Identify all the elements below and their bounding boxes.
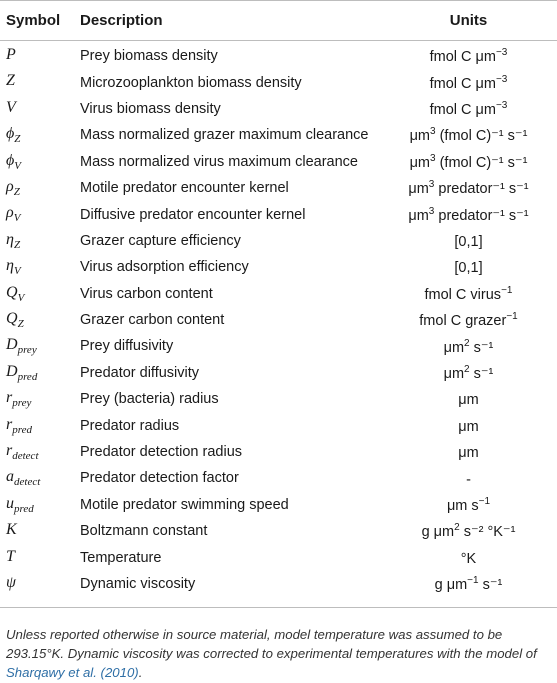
units-cell bbox=[380, 100, 557, 118]
units-text: μm bbox=[458, 418, 479, 435]
header-description: Description bbox=[80, 12, 163, 29]
units-suffix: predator⁻¹ s⁻¹ bbox=[434, 181, 529, 198]
units-cell bbox=[380, 522, 557, 540]
units-text: μm bbox=[443, 365, 465, 382]
symbol-text: r bbox=[6, 389, 13, 407]
symbol-text: u bbox=[6, 494, 14, 512]
units-suffix: s⁻¹ bbox=[478, 576, 503, 593]
table-body bbox=[0, 41, 557, 597]
units-suffix: predator⁻¹ s⁻¹ bbox=[434, 207, 529, 224]
symbol-subscript: prey bbox=[17, 344, 37, 357]
units-superscript: 3 bbox=[430, 126, 436, 138]
units-cell bbox=[380, 470, 557, 488]
description-cell: Dynamic viscosity bbox=[80, 576, 196, 592]
table-row bbox=[0, 254, 557, 280]
units-cell bbox=[380, 258, 557, 276]
units-cell bbox=[380, 126, 557, 144]
units-superscript: −1 bbox=[467, 575, 479, 587]
units-text: μm bbox=[408, 207, 429, 224]
symbol-cell bbox=[0, 336, 80, 356]
units-superscript: −1 bbox=[506, 311, 518, 323]
units-text: [0,1] bbox=[454, 233, 483, 250]
symbol-cell bbox=[0, 389, 80, 409]
units-superscript: −3 bbox=[495, 73, 508, 85]
units-superscript: −3 bbox=[495, 47, 508, 59]
units-suffix: (fmol C)⁻¹ s⁻¹ bbox=[435, 128, 528, 145]
units-superscript: 2 bbox=[464, 337, 470, 349]
symbol-text: ψ bbox=[6, 573, 16, 591]
symbol-text: T bbox=[6, 547, 15, 565]
table-row bbox=[0, 465, 557, 491]
description-cell: Prey biomass density bbox=[80, 48, 218, 65]
table-row bbox=[0, 149, 557, 175]
units-text: [0,1] bbox=[454, 260, 483, 277]
symbol-text: a bbox=[6, 468, 14, 486]
table-row bbox=[0, 492, 557, 518]
symbol-text: η bbox=[6, 257, 14, 275]
symbol-subscript: detect bbox=[14, 476, 41, 489]
description-cell: Motile predator encounter kernel bbox=[80, 180, 289, 197]
table-row bbox=[0, 360, 557, 386]
description-cell: Boltzmann constant bbox=[80, 523, 208, 540]
units-text: μm bbox=[409, 154, 431, 171]
units-superscript: −3 bbox=[495, 100, 508, 112]
description-cell: Virus biomass density bbox=[80, 100, 221, 117]
units-cell bbox=[380, 311, 557, 329]
units-text: fmol C μm bbox=[429, 49, 496, 66]
symbol-cell bbox=[0, 72, 80, 92]
table-row bbox=[0, 96, 557, 122]
symbol-cell bbox=[0, 284, 80, 304]
symbol-text: r bbox=[6, 415, 13, 433]
description-cell: Virus carbon content bbox=[80, 285, 213, 302]
units-text: g μm bbox=[421, 524, 455, 541]
symbol-subscript: pred bbox=[17, 370, 38, 383]
units-cell bbox=[380, 338, 557, 356]
table-row bbox=[0, 333, 557, 359]
units-superscript: −1 bbox=[478, 495, 491, 507]
units-text: °K bbox=[460, 550, 477, 567]
units-suffix: (fmol C)⁻¹ s⁻¹ bbox=[435, 154, 528, 171]
units-suffix: s⁻¹ bbox=[469, 339, 494, 356]
header-symbol: Symbol bbox=[6, 12, 61, 29]
footnote-end: . bbox=[138, 665, 143, 680]
description-cell: Grazer capture efficiency bbox=[80, 232, 241, 249]
symbol-cell bbox=[0, 442, 80, 462]
table-row bbox=[0, 43, 557, 69]
units-cell bbox=[380, 47, 557, 65]
symbol-cell bbox=[0, 495, 80, 515]
description-cell: Predator radius bbox=[80, 417, 180, 434]
units-cell bbox=[380, 153, 557, 171]
units-cell bbox=[380, 285, 557, 303]
symbol-subscript: pred bbox=[12, 423, 32, 436]
symbol-subscript: detect bbox=[12, 450, 39, 463]
symbol-text: Q bbox=[6, 310, 18, 327]
units-text: μm bbox=[458, 444, 479, 461]
footnote-text: Unless reported otherwise in source material, model temperature was assumed to be 293.15°K. Dynamic viscosity was corrected to experimental temperatures with the model of bbox=[6, 627, 537, 661]
units-superscript: 3 bbox=[430, 152, 436, 164]
symbol-text: r bbox=[6, 441, 13, 459]
symbol-cell bbox=[0, 178, 80, 198]
description-cell: Temperature bbox=[80, 549, 162, 566]
symbol-text: P bbox=[6, 46, 16, 64]
symbol-cell bbox=[0, 204, 80, 224]
units-text: μm bbox=[409, 128, 431, 145]
units-superscript: 2 bbox=[464, 363, 470, 375]
symbol-cell bbox=[0, 468, 80, 488]
units-text: fmol C μm bbox=[429, 75, 496, 92]
symbol-subscript: pred bbox=[14, 502, 34, 515]
units-cell bbox=[380, 206, 557, 224]
table-row bbox=[0, 307, 557, 333]
symbol-subscript: V bbox=[14, 159, 22, 172]
units-cell bbox=[380, 364, 557, 382]
units-cell bbox=[380, 549, 557, 567]
units-cell bbox=[380, 390, 557, 408]
units-text: μm bbox=[458, 392, 479, 409]
table-row bbox=[0, 175, 557, 201]
symbol-text: η bbox=[6, 230, 14, 248]
table-row bbox=[0, 412, 557, 438]
description-cell: Prey diffusivity bbox=[80, 338, 174, 355]
description-cell: Predator detection factor bbox=[80, 470, 239, 487]
description-cell: Grazer carbon content bbox=[80, 312, 225, 329]
units-text: fmol C virus bbox=[424, 286, 502, 303]
units-cell bbox=[380, 575, 557, 593]
symbol-subscript: Z bbox=[13, 186, 20, 199]
symbol-cell bbox=[0, 416, 80, 436]
symbol-cell bbox=[0, 152, 80, 172]
table-row bbox=[0, 228, 557, 254]
units-suffix: s⁻¹ bbox=[469, 365, 494, 382]
symbol-text: ρ bbox=[6, 178, 14, 196]
units-cell bbox=[380, 179, 557, 197]
units-text: μm bbox=[443, 339, 465, 356]
symbol-cell bbox=[0, 363, 80, 383]
units-cell bbox=[380, 443, 557, 461]
header-units: Units bbox=[449, 12, 488, 29]
symbol-cell bbox=[0, 574, 80, 594]
footnote-citation-link[interactable]: Sharqawy et al. (2010) bbox=[6, 665, 139, 680]
description-cell: Virus adsorption efficiency bbox=[80, 259, 249, 276]
symbol-cell bbox=[0, 548, 80, 568]
units-text: g μm bbox=[434, 576, 468, 593]
table-row bbox=[0, 281, 557, 307]
units-cell bbox=[380, 417, 557, 435]
table-footnote bbox=[6, 625, 554, 682]
table-row bbox=[0, 201, 557, 227]
table-row bbox=[0, 518, 557, 544]
symbol-text: ϕ bbox=[6, 125, 15, 143]
units-cell bbox=[380, 232, 557, 250]
units-superscript: −1 bbox=[501, 284, 513, 296]
symbol-cell bbox=[0, 521, 80, 541]
description-cell: Diffusive predator encounter kernel bbox=[80, 206, 306, 223]
symbol-text: D bbox=[6, 336, 18, 354]
description-cell: Motile predator swimming speed bbox=[80, 496, 289, 513]
symbol-text: Z bbox=[6, 72, 15, 90]
units-suffix: s⁻² °K⁻¹ bbox=[459, 524, 516, 541]
symbol-cell bbox=[0, 46, 80, 66]
units-text: fmol C μm bbox=[429, 101, 496, 118]
units-cell bbox=[380, 74, 557, 92]
symbol-subscript: Z bbox=[13, 239, 21, 252]
units-superscript: 3 bbox=[428, 179, 435, 191]
table-row bbox=[0, 122, 557, 148]
units-superscript: 2 bbox=[454, 522, 460, 534]
units-superscript: 3 bbox=[428, 205, 435, 217]
table-row bbox=[0, 544, 557, 570]
symbol-subscript: V bbox=[13, 265, 21, 278]
symbol-subscript: Z bbox=[17, 318, 24, 331]
symbol-text: ρ bbox=[6, 204, 14, 222]
symbol-cell bbox=[0, 310, 80, 330]
description-cell: Mass normalized grazer maximum clearance bbox=[80, 127, 369, 144]
symbol-subscript: Z bbox=[14, 133, 21, 146]
symbol-text: Q bbox=[6, 283, 18, 301]
symbol-subscript: V bbox=[17, 291, 25, 304]
table-row bbox=[0, 386, 557, 412]
units-text: fmol C grazer bbox=[419, 313, 507, 330]
units-text: - bbox=[466, 471, 471, 488]
symbol-text: V bbox=[6, 98, 16, 116]
units-text: μm s bbox=[446, 497, 479, 514]
symbol-text: ϕ bbox=[6, 151, 15, 169]
units-cell bbox=[380, 496, 557, 514]
table-row bbox=[0, 439, 557, 465]
symbol-cell bbox=[0, 231, 80, 251]
symbol-subscript: prey bbox=[12, 397, 32, 410]
table-bottom-rule bbox=[0, 607, 557, 608]
symbol-cell bbox=[0, 99, 80, 119]
units-text: μm bbox=[408, 181, 429, 198]
description-cell: Prey (bacteria) radius bbox=[80, 391, 219, 408]
description-cell: Predator detection radius bbox=[80, 444, 243, 461]
symbol-text: D bbox=[6, 362, 18, 380]
symbol-cell bbox=[0, 257, 80, 277]
table-row bbox=[0, 571, 557, 597]
description-cell: Microzooplankton biomass density bbox=[80, 74, 302, 91]
symbol-cell bbox=[0, 125, 80, 145]
symbol-text: K bbox=[6, 521, 17, 539]
table-row bbox=[0, 69, 557, 95]
table-header bbox=[0, 0, 557, 41]
description-cell: Mass normalized virus maximum clearance bbox=[80, 153, 358, 170]
symbol-subscript: V bbox=[13, 212, 21, 225]
description-cell: Predator diffusivity bbox=[80, 364, 200, 381]
